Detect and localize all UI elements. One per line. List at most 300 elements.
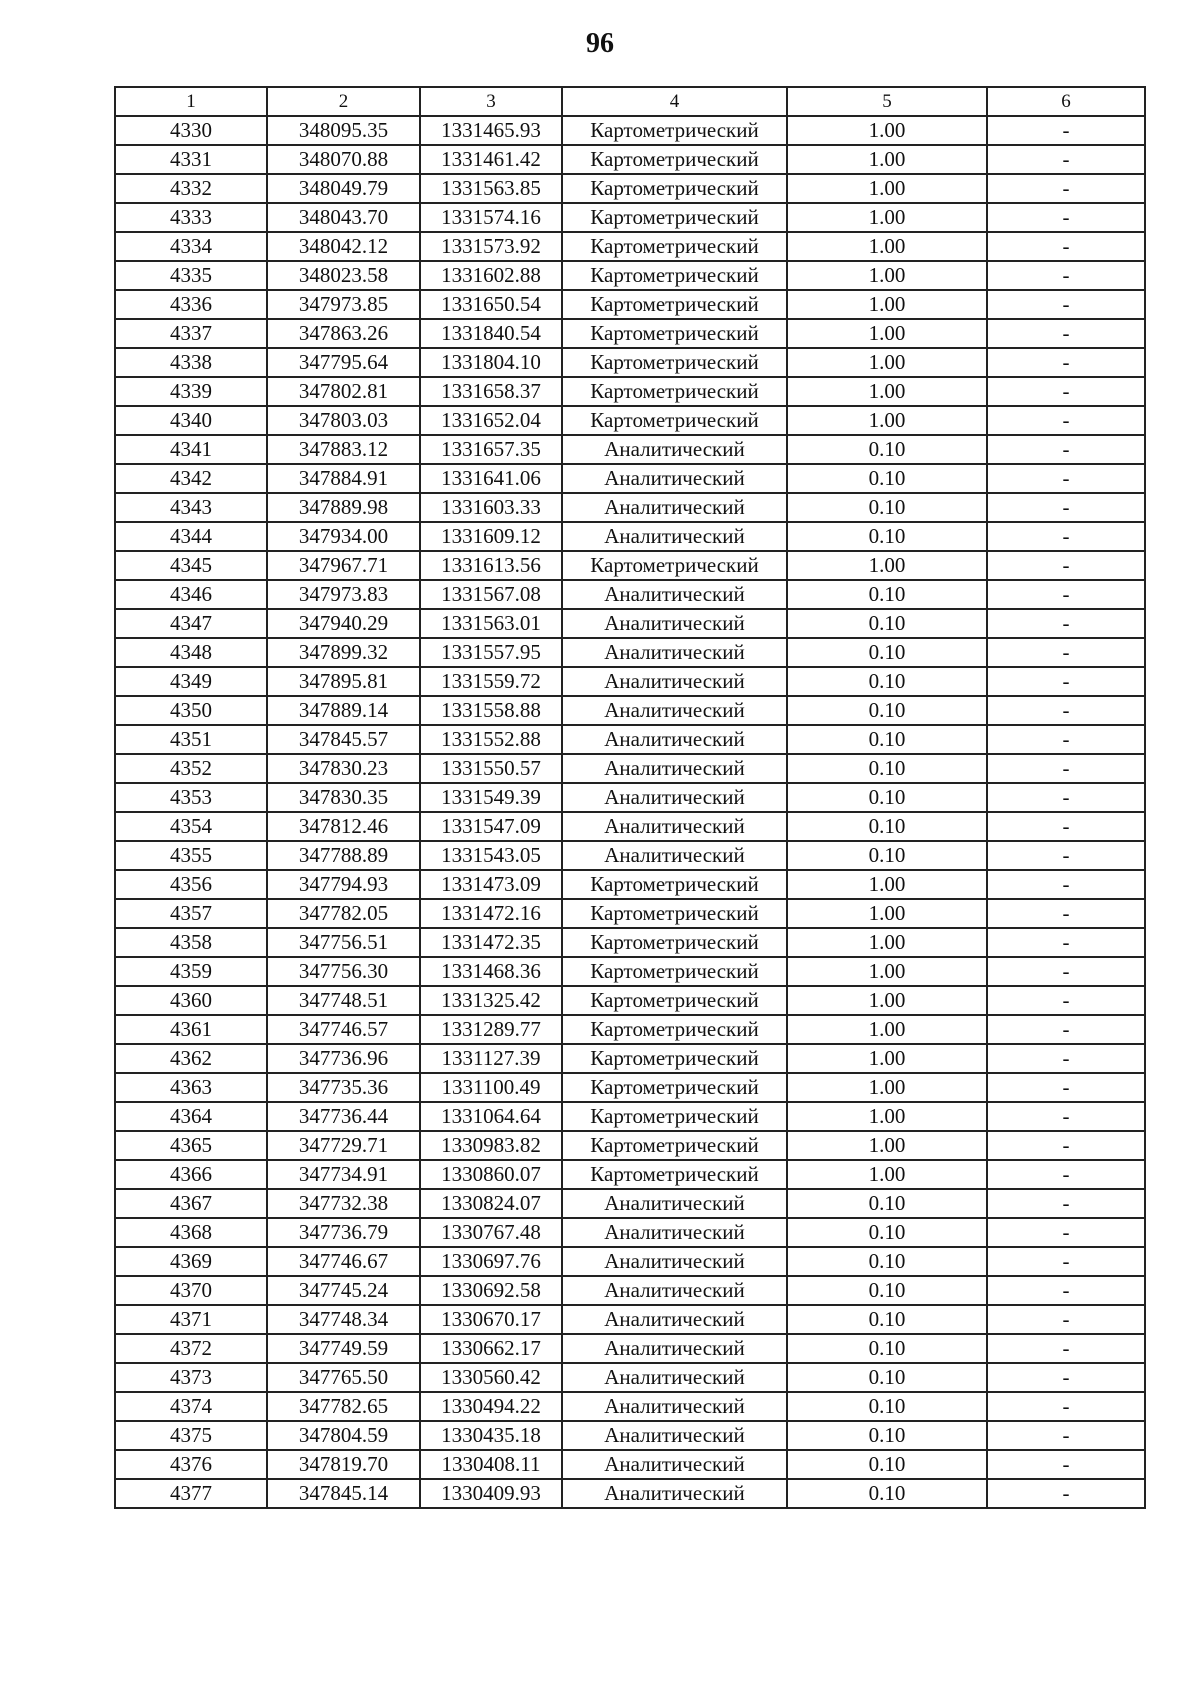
y-coordinate-cell: 1330692.58	[420, 1276, 562, 1305]
y-coordinate-cell: 1330824.07	[420, 1189, 562, 1218]
method-cell: Картометрический	[562, 174, 787, 203]
point-number-cell: 4366	[115, 1160, 267, 1189]
y-coordinate-cell: 1331652.04	[420, 406, 562, 435]
y-coordinate-cell: 1331603.33	[420, 493, 562, 522]
table-row	[115, 1189, 1145, 1218]
x-coordinate-cell: 347845.14	[267, 1479, 420, 1508]
note-cell: -	[987, 348, 1145, 377]
note-cell: -	[987, 812, 1145, 841]
point-number-cell: 4374	[115, 1392, 267, 1421]
point-number-cell: 4367	[115, 1189, 267, 1218]
x-coordinate-cell: 347804.59	[267, 1421, 420, 1450]
column-header: 5	[787, 87, 987, 116]
x-coordinate-cell: 347973.83	[267, 580, 420, 609]
y-coordinate-cell: 1331127.39	[420, 1044, 562, 1073]
table-row	[115, 812, 1145, 841]
accuracy-cell: 0.10	[787, 783, 987, 812]
point-number-cell: 4331	[115, 145, 267, 174]
point-number-cell: 4376	[115, 1450, 267, 1479]
note-cell: -	[987, 551, 1145, 580]
y-coordinate-cell: 1330560.42	[420, 1363, 562, 1392]
x-coordinate-cell: 347735.36	[267, 1073, 420, 1102]
point-number-cell: 4342	[115, 464, 267, 493]
y-coordinate-cell: 1331064.64	[420, 1102, 562, 1131]
point-number-cell: 4341	[115, 435, 267, 464]
x-coordinate-cell: 347736.79	[267, 1218, 420, 1247]
method-cell: Картометрический	[562, 348, 787, 377]
table-row	[115, 754, 1145, 783]
method-cell: Картометрический	[562, 1160, 787, 1189]
x-coordinate-cell: 347745.24	[267, 1276, 420, 1305]
table-row	[115, 1450, 1145, 1479]
point-number-cell: 4358	[115, 928, 267, 957]
method-cell: Аналитический	[562, 1305, 787, 1334]
y-coordinate-cell: 1330409.93	[420, 1479, 562, 1508]
table-row	[115, 261, 1145, 290]
note-cell: -	[987, 493, 1145, 522]
table-row	[115, 609, 1145, 638]
x-coordinate-cell: 347756.51	[267, 928, 420, 957]
note-cell: -	[987, 261, 1145, 290]
method-cell: Картометрический	[562, 377, 787, 406]
accuracy-cell: 0.10	[787, 1450, 987, 1479]
y-coordinate-cell: 1331100.49	[420, 1073, 562, 1102]
table-row	[115, 1363, 1145, 1392]
method-cell: Аналитический	[562, 754, 787, 783]
table-row	[115, 1160, 1145, 1189]
y-coordinate-cell: 1331573.92	[420, 232, 562, 261]
table-row	[115, 957, 1145, 986]
table-row	[115, 1421, 1145, 1450]
accuracy-cell: 1.00	[787, 145, 987, 174]
note-cell: -	[987, 406, 1145, 435]
point-number-cell: 4345	[115, 551, 267, 580]
table-row	[115, 1015, 1145, 1044]
point-number-cell: 4335	[115, 261, 267, 290]
table-row	[115, 435, 1145, 464]
x-coordinate-cell: 347830.23	[267, 754, 420, 783]
method-cell: Картометрический	[562, 319, 787, 348]
y-coordinate-cell: 1331547.09	[420, 812, 562, 841]
method-cell: Аналитический	[562, 725, 787, 754]
table-row	[115, 174, 1145, 203]
point-number-cell: 4357	[115, 899, 267, 928]
method-cell: Аналитический	[562, 1363, 787, 1392]
note-cell: -	[987, 899, 1145, 928]
note-cell: -	[987, 870, 1145, 899]
column-header: 2	[267, 87, 420, 116]
note-cell: -	[987, 319, 1145, 348]
column-header: 6	[987, 87, 1145, 116]
point-number-cell: 4343	[115, 493, 267, 522]
note-cell: -	[987, 174, 1145, 203]
y-coordinate-cell: 1331658.37	[420, 377, 562, 406]
table-row	[115, 522, 1145, 551]
note-cell: -	[987, 1073, 1145, 1102]
y-coordinate-cell: 1331563.85	[420, 174, 562, 203]
method-cell: Аналитический	[562, 638, 787, 667]
note-cell: -	[987, 638, 1145, 667]
table-row	[115, 1334, 1145, 1363]
x-coordinate-cell: 347863.26	[267, 319, 420, 348]
accuracy-cell: 1.00	[787, 899, 987, 928]
note-cell: -	[987, 1392, 1145, 1421]
method-cell: Картометрический	[562, 1102, 787, 1131]
y-coordinate-cell: 1331472.35	[420, 928, 562, 957]
accuracy-cell: 1.00	[787, 1015, 987, 1044]
note-cell: -	[987, 1189, 1145, 1218]
method-cell: Аналитический	[562, 1392, 787, 1421]
table-row	[115, 667, 1145, 696]
note-cell: -	[987, 116, 1145, 145]
accuracy-cell: 1.00	[787, 203, 987, 232]
y-coordinate-cell: 1331650.54	[420, 290, 562, 319]
method-cell: Аналитический	[562, 1334, 787, 1363]
accuracy-cell: 1.00	[787, 377, 987, 406]
x-coordinate-cell: 347729.71	[267, 1131, 420, 1160]
point-number-cell: 4369	[115, 1247, 267, 1276]
accuracy-cell: 1.00	[787, 870, 987, 899]
accuracy-cell: 0.10	[787, 754, 987, 783]
accuracy-cell: 0.10	[787, 1421, 987, 1450]
point-number-cell: 4364	[115, 1102, 267, 1131]
method-cell: Аналитический	[562, 1421, 787, 1450]
x-coordinate-cell: 347756.30	[267, 957, 420, 986]
note-cell: -	[987, 1450, 1145, 1479]
accuracy-cell: 0.10	[787, 841, 987, 870]
point-number-cell: 4356	[115, 870, 267, 899]
coordinates-table	[114, 86, 1146, 1509]
y-coordinate-cell: 1331468.36	[420, 957, 562, 986]
x-coordinate-cell: 347883.12	[267, 435, 420, 464]
column-header: 3	[420, 87, 562, 116]
table-row	[115, 290, 1145, 319]
table-row	[115, 116, 1145, 145]
x-coordinate-cell: 347788.89	[267, 841, 420, 870]
x-coordinate-cell: 347884.91	[267, 464, 420, 493]
y-coordinate-cell: 1331804.10	[420, 348, 562, 377]
table-row	[115, 493, 1145, 522]
method-cell: Аналитический	[562, 1247, 787, 1276]
y-coordinate-cell: 1331613.56	[420, 551, 562, 580]
method-cell: Картометрический	[562, 232, 787, 261]
note-cell: -	[987, 725, 1145, 754]
accuracy-cell: 1.00	[787, 928, 987, 957]
accuracy-cell: 0.10	[787, 1479, 987, 1508]
accuracy-cell: 1.00	[787, 348, 987, 377]
method-cell: Картометрический	[562, 1015, 787, 1044]
note-cell: -	[987, 290, 1145, 319]
method-cell: Аналитический	[562, 580, 787, 609]
note-cell: -	[987, 928, 1145, 957]
point-number-cell: 4339	[115, 377, 267, 406]
point-number-cell: 4371	[115, 1305, 267, 1334]
accuracy-cell: 1.00	[787, 232, 987, 261]
table-row	[115, 551, 1145, 580]
table-row	[115, 1479, 1145, 1508]
accuracy-cell: 1.00	[787, 319, 987, 348]
method-cell: Картометрический	[562, 899, 787, 928]
method-cell: Аналитический	[562, 1450, 787, 1479]
x-coordinate-cell: 347940.29	[267, 609, 420, 638]
column-header: 4	[562, 87, 787, 116]
y-coordinate-cell: 1330670.17	[420, 1305, 562, 1334]
point-number-cell: 4337	[115, 319, 267, 348]
point-number-cell: 4359	[115, 957, 267, 986]
point-number-cell: 4354	[115, 812, 267, 841]
y-coordinate-cell: 1331325.42	[420, 986, 562, 1015]
note-cell: -	[987, 1305, 1145, 1334]
accuracy-cell: 0.10	[787, 580, 987, 609]
table-row	[115, 1102, 1145, 1131]
y-coordinate-cell: 1331563.01	[420, 609, 562, 638]
accuracy-cell: 0.10	[787, 1334, 987, 1363]
y-coordinate-cell: 1330662.17	[420, 1334, 562, 1363]
method-cell: Картометрический	[562, 261, 787, 290]
point-number-cell: 4372	[115, 1334, 267, 1363]
table-row	[115, 1305, 1145, 1334]
table-row	[115, 1247, 1145, 1276]
accuracy-cell: 1.00	[787, 406, 987, 435]
point-number-cell: 4336	[115, 290, 267, 319]
accuracy-cell: 0.10	[787, 1305, 987, 1334]
table-header-row	[115, 87, 1145, 116]
note-cell: -	[987, 1102, 1145, 1131]
table-body	[115, 116, 1145, 1508]
table-row	[115, 1392, 1145, 1421]
accuracy-cell: 0.10	[787, 725, 987, 754]
x-coordinate-cell: 347746.57	[267, 1015, 420, 1044]
note-cell: -	[987, 609, 1145, 638]
table-row	[115, 1276, 1145, 1305]
method-cell: Аналитический	[562, 812, 787, 841]
x-coordinate-cell: 347795.64	[267, 348, 420, 377]
note-cell: -	[987, 1479, 1145, 1508]
x-coordinate-cell: 348023.58	[267, 261, 420, 290]
point-number-cell: 4377	[115, 1479, 267, 1508]
point-number-cell: 4375	[115, 1421, 267, 1450]
method-cell: Аналитический	[562, 783, 787, 812]
table-row	[115, 1131, 1145, 1160]
note-cell: -	[987, 1131, 1145, 1160]
y-coordinate-cell: 1331657.35	[420, 435, 562, 464]
point-number-cell: 4368	[115, 1218, 267, 1247]
y-coordinate-cell: 1331465.93	[420, 116, 562, 145]
accuracy-cell: 1.00	[787, 290, 987, 319]
y-coordinate-cell: 1330767.48	[420, 1218, 562, 1247]
point-number-cell: 4362	[115, 1044, 267, 1073]
table-row	[115, 638, 1145, 667]
table-row	[115, 232, 1145, 261]
method-cell: Картометрический	[562, 406, 787, 435]
table-row	[115, 1073, 1145, 1102]
y-coordinate-cell: 1330408.11	[420, 1450, 562, 1479]
x-coordinate-cell: 347782.05	[267, 899, 420, 928]
accuracy-cell: 1.00	[787, 116, 987, 145]
accuracy-cell: 0.10	[787, 1247, 987, 1276]
note-cell: -	[987, 783, 1145, 812]
note-cell: -	[987, 1421, 1145, 1450]
x-coordinate-cell: 347732.38	[267, 1189, 420, 1218]
note-cell: -	[987, 1276, 1145, 1305]
point-number-cell: 4330	[115, 116, 267, 145]
method-cell: Картометрический	[562, 145, 787, 174]
method-cell: Картометрический	[562, 290, 787, 319]
x-coordinate-cell: 347934.00	[267, 522, 420, 551]
method-cell: Аналитический	[562, 522, 787, 551]
table-row	[115, 783, 1145, 812]
y-coordinate-cell: 1330435.18	[420, 1421, 562, 1450]
x-coordinate-cell: 347895.81	[267, 667, 420, 696]
accuracy-cell: 0.10	[787, 522, 987, 551]
method-cell: Картометрический	[562, 1131, 787, 1160]
y-coordinate-cell: 1331472.16	[420, 899, 562, 928]
method-cell: Аналитический	[562, 1479, 787, 1508]
table-row	[115, 145, 1145, 174]
note-cell: -	[987, 1044, 1145, 1073]
y-coordinate-cell: 1331602.88	[420, 261, 562, 290]
method-cell: Аналитический	[562, 1218, 787, 1247]
table-row	[115, 406, 1145, 435]
point-number-cell: 4361	[115, 1015, 267, 1044]
method-cell: Аналитический	[562, 696, 787, 725]
note-cell: -	[987, 841, 1145, 870]
y-coordinate-cell: 1331473.09	[420, 870, 562, 899]
x-coordinate-cell: 347749.59	[267, 1334, 420, 1363]
accuracy-cell: 1.00	[787, 1073, 987, 1102]
accuracy-cell: 1.00	[787, 551, 987, 580]
accuracy-cell: 1.00	[787, 957, 987, 986]
table-row	[115, 1044, 1145, 1073]
accuracy-cell: 1.00	[787, 174, 987, 203]
method-cell: Картометрический	[562, 1044, 787, 1073]
accuracy-cell: 0.10	[787, 1363, 987, 1392]
y-coordinate-cell: 1331557.95	[420, 638, 562, 667]
method-cell: Аналитический	[562, 667, 787, 696]
x-coordinate-cell: 347748.34	[267, 1305, 420, 1334]
table-row	[115, 725, 1145, 754]
y-coordinate-cell: 1331558.88	[420, 696, 562, 725]
table-row	[115, 348, 1145, 377]
table-row	[115, 464, 1145, 493]
method-cell: Картометрический	[562, 957, 787, 986]
point-number-cell: 4349	[115, 667, 267, 696]
note-cell: -	[987, 580, 1145, 609]
y-coordinate-cell: 1331641.06	[420, 464, 562, 493]
accuracy-cell: 0.10	[787, 638, 987, 667]
accuracy-cell: 0.10	[787, 1276, 987, 1305]
x-coordinate-cell: 347782.65	[267, 1392, 420, 1421]
method-cell: Аналитический	[562, 1276, 787, 1305]
y-coordinate-cell: 1331552.88	[420, 725, 562, 754]
note-cell: -	[987, 435, 1145, 464]
table-row	[115, 203, 1145, 232]
point-number-cell: 4348	[115, 638, 267, 667]
point-number-cell: 4370	[115, 1276, 267, 1305]
method-cell: Картометрический	[562, 1073, 787, 1102]
y-coordinate-cell: 1330494.22	[420, 1392, 562, 1421]
note-cell: -	[987, 1015, 1145, 1044]
x-coordinate-cell: 347899.32	[267, 638, 420, 667]
point-number-cell: 4355	[115, 841, 267, 870]
y-coordinate-cell: 1331609.12	[420, 522, 562, 551]
point-number-cell: 4333	[115, 203, 267, 232]
y-coordinate-cell: 1330697.76	[420, 1247, 562, 1276]
accuracy-cell: 1.00	[787, 1044, 987, 1073]
x-coordinate-cell: 348042.12	[267, 232, 420, 261]
table-row	[115, 899, 1145, 928]
accuracy-cell: 1.00	[787, 1131, 987, 1160]
accuracy-cell: 0.10	[787, 667, 987, 696]
note-cell: -	[987, 957, 1145, 986]
accuracy-cell: 1.00	[787, 261, 987, 290]
point-number-cell: 4340	[115, 406, 267, 435]
table-row	[115, 986, 1145, 1015]
x-coordinate-cell: 347765.50	[267, 1363, 420, 1392]
note-cell: -	[987, 522, 1145, 551]
x-coordinate-cell: 347802.81	[267, 377, 420, 406]
y-coordinate-cell: 1331567.08	[420, 580, 562, 609]
point-number-cell: 4351	[115, 725, 267, 754]
table-row	[115, 870, 1145, 899]
y-coordinate-cell: 1331461.42	[420, 145, 562, 174]
x-coordinate-cell: 347734.91	[267, 1160, 420, 1189]
y-coordinate-cell: 1331549.39	[420, 783, 562, 812]
point-number-cell: 4373	[115, 1363, 267, 1392]
y-coordinate-cell: 1331574.16	[420, 203, 562, 232]
accuracy-cell: 0.10	[787, 609, 987, 638]
note-cell: -	[987, 696, 1145, 725]
y-coordinate-cell: 1331559.72	[420, 667, 562, 696]
x-coordinate-cell: 348043.70	[267, 203, 420, 232]
note-cell: -	[987, 145, 1145, 174]
point-number-cell: 4365	[115, 1131, 267, 1160]
point-number-cell: 4338	[115, 348, 267, 377]
note-cell: -	[987, 1218, 1145, 1247]
accuracy-cell: 1.00	[787, 986, 987, 1015]
accuracy-cell: 0.10	[787, 1392, 987, 1421]
accuracy-cell: 0.10	[787, 464, 987, 493]
note-cell: -	[987, 1363, 1145, 1392]
method-cell: Картометрический	[562, 986, 787, 1015]
accuracy-cell: 0.10	[787, 493, 987, 522]
x-coordinate-cell: 347967.71	[267, 551, 420, 580]
table-row	[115, 696, 1145, 725]
point-number-cell: 4346	[115, 580, 267, 609]
note-cell: -	[987, 203, 1145, 232]
table-row	[115, 841, 1145, 870]
accuracy-cell: 0.10	[787, 1218, 987, 1247]
method-cell: Аналитический	[562, 464, 787, 493]
accuracy-cell: 1.00	[787, 1160, 987, 1189]
x-coordinate-cell: 347748.51	[267, 986, 420, 1015]
y-coordinate-cell: 1330860.07	[420, 1160, 562, 1189]
note-cell: -	[987, 667, 1145, 696]
y-coordinate-cell: 1331289.77	[420, 1015, 562, 1044]
method-cell: Аналитический	[562, 493, 787, 522]
x-coordinate-cell: 347736.96	[267, 1044, 420, 1073]
point-number-cell: 4332	[115, 174, 267, 203]
accuracy-cell: 1.00	[787, 1102, 987, 1131]
column-header: 1	[115, 87, 267, 116]
accuracy-cell: 0.10	[787, 696, 987, 725]
method-cell: Картометрический	[562, 551, 787, 580]
accuracy-cell: 0.10	[787, 435, 987, 464]
x-coordinate-cell: 347889.14	[267, 696, 420, 725]
x-coordinate-cell: 347973.85	[267, 290, 420, 319]
table-row	[115, 319, 1145, 348]
point-number-cell: 4334	[115, 232, 267, 261]
